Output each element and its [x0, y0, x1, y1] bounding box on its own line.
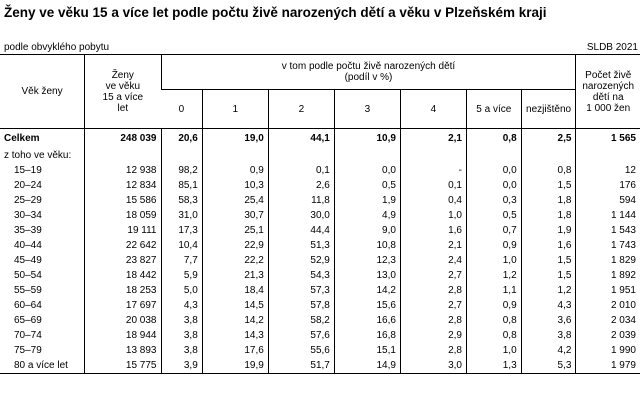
table-cell: 594: [576, 193, 640, 208]
empty-cell: [521, 149, 576, 163]
table-cell: 57,6: [268, 328, 334, 343]
empty-cell: [202, 149, 268, 163]
table-cell: 4,3: [161, 298, 202, 313]
table-cell: 0,8: [466, 313, 521, 328]
table-cell: 2,1: [400, 129, 466, 150]
row-label: 50–54: [14, 270, 42, 281]
row-label: 25–29: [14, 195, 42, 206]
table-cell: 5,0: [161, 283, 202, 298]
table-cell: 2,5: [521, 129, 576, 150]
header-children-2: 2: [268, 90, 334, 129]
table-cell: 7,7: [161, 253, 202, 268]
table-cell: 51,3: [268, 238, 334, 253]
table-cell: 17,6: [202, 343, 268, 358]
table-cell: 98,2: [161, 163, 202, 178]
subgroup-note-row: [0, 149, 640, 163]
table-cell: 0,8: [466, 129, 521, 150]
table-cell: 15,1: [334, 343, 400, 358]
table-cell: 9,0: [334, 223, 400, 238]
table-row: [0, 358, 640, 374]
table-cell: 17,3: [161, 223, 202, 238]
table-cell: 20 038: [85, 313, 161, 328]
table-cell: 12: [576, 163, 640, 178]
table-cell: 1 892: [576, 268, 640, 283]
table-cell: 51,7: [268, 358, 334, 374]
table-cell: 22,2: [202, 253, 268, 268]
table-cell: 2,9: [400, 328, 466, 343]
table-cell: 52,9: [268, 253, 334, 268]
table-cell: 10,3: [202, 178, 268, 193]
table-cell: 0,0: [466, 163, 521, 178]
table-cell: 1,0: [466, 343, 521, 358]
row-label: 40–44: [14, 240, 42, 251]
table-cell: 1,8: [521, 193, 576, 208]
table-cell: 0,0: [466, 178, 521, 193]
header-children-3: 3: [334, 90, 400, 129]
row-label: 70–74: [14, 330, 42, 341]
table-cell: 19,0: [202, 129, 268, 150]
table-cell: 1,0: [400, 208, 466, 223]
table-cell: 1,2: [466, 268, 521, 283]
table-cell: 248 039: [85, 129, 161, 150]
row-label: 60–64: [14, 300, 42, 311]
row-label: 65–69: [14, 315, 42, 326]
table-cell: 1,3: [466, 358, 521, 374]
table-cell: 55,6: [268, 343, 334, 358]
table-cell: 11,8: [268, 193, 334, 208]
table-cell: 1 951: [576, 283, 640, 298]
table-cell: 0,1: [268, 163, 334, 178]
table-cell: 3,9: [161, 358, 202, 374]
row-label: 75–79: [14, 345, 42, 356]
table-cell: 0,9: [466, 238, 521, 253]
total-row: [0, 129, 640, 150]
table-cell: 25,1: [202, 223, 268, 238]
table-row: [0, 193, 640, 208]
table-cell: 18,4: [202, 283, 268, 298]
table-cell: 0,8: [521, 163, 576, 178]
table-row: [0, 298, 640, 313]
row-label: 30–34: [14, 210, 42, 221]
table-cell: 0,1: [400, 178, 466, 193]
empty-cell: [334, 149, 400, 163]
table-cell: 16,8: [334, 328, 400, 343]
table-cell: 54,3: [268, 268, 334, 283]
table-cell: 30,0: [268, 208, 334, 223]
empty-cell: [161, 149, 202, 163]
row-label: 35–39: [14, 225, 42, 236]
table-cell: 1 743: [576, 238, 640, 253]
row-label: 45–49: [14, 255, 42, 266]
table-cell: 0,7: [466, 223, 521, 238]
empty-cell: [576, 149, 640, 163]
table-cell: 5,9: [161, 268, 202, 283]
table-cell: 31,0: [161, 208, 202, 223]
table-cell: 14,2: [334, 283, 400, 298]
table-cell: 57,3: [268, 283, 334, 298]
table-cell: 10,8: [334, 238, 400, 253]
table-cell: 18 442: [85, 268, 161, 283]
table-cell: 20,6: [161, 129, 202, 150]
header-women-count: Ženy ve věku 15 a více let: [85, 55, 161, 129]
table-cell: 176: [576, 178, 640, 193]
table-cell: 0,3: [466, 193, 521, 208]
table-row: [0, 238, 640, 253]
table-cell: 85,1: [161, 178, 202, 193]
table-cell: 16,6: [334, 313, 400, 328]
table-cell: 10,4: [161, 238, 202, 253]
table-cell: 4,3: [521, 298, 576, 313]
table-cell: 3,6: [521, 313, 576, 328]
table-cell: 0,9: [202, 163, 268, 178]
table-cell: 0,5: [466, 208, 521, 223]
table-row: [0, 313, 640, 328]
table-cell: 2 010: [576, 298, 640, 313]
table-cell: 58,2: [268, 313, 334, 328]
women-by-children-table: [0, 54, 640, 374]
table-cell: 1,5: [521, 253, 576, 268]
table-cell: 15 775: [85, 358, 161, 374]
table-cell: 3,8: [161, 313, 202, 328]
table-cell: 3,8: [161, 328, 202, 343]
table-cell: 17 697: [85, 298, 161, 313]
table-row: [0, 253, 640, 268]
table-cell: 10,9: [334, 129, 400, 150]
subgroup-note: z toho ve věku:: [4, 150, 72, 161]
header-children-group: v tom podle počtu živě narozených dětí (podíl v %): [161, 55, 576, 90]
table-cell: 58,3: [161, 193, 202, 208]
table-cell: 15 586: [85, 193, 161, 208]
table-cell: 1 543: [576, 223, 640, 238]
table-cell: 2,1: [400, 238, 466, 253]
empty-cell: [466, 149, 521, 163]
table-cell: 1,9: [334, 193, 400, 208]
table-cell: 4,9: [334, 208, 400, 223]
residence-basis-note: podle obvyklého pobytu: [4, 42, 110, 53]
table-cell: 14,9: [334, 358, 400, 374]
table-cell: 2,4: [400, 253, 466, 268]
table-row: [0, 268, 640, 283]
empty-cell: [268, 149, 334, 163]
table-cell: 3,0: [400, 358, 466, 374]
table-cell: 4,2: [521, 343, 576, 358]
table-cell: 19 111: [85, 223, 161, 238]
table-cell: 1,1: [466, 283, 521, 298]
census-source-label: SLDB 2021: [586, 42, 638, 53]
table-cell: 3,8: [521, 328, 576, 343]
table-cell: 2,8: [400, 343, 466, 358]
table-cell: 14,3: [202, 328, 268, 343]
table-cell: 0,4: [400, 193, 466, 208]
table-cell: 18 059: [85, 208, 161, 223]
table-cell: 18 253: [85, 283, 161, 298]
table-cell: 0,8: [466, 328, 521, 343]
table-cell: 30,7: [202, 208, 268, 223]
header-children-5-a-více: 5 a více: [466, 90, 521, 129]
header-row-top: [0, 55, 640, 90]
table-cell: 1,8: [521, 208, 576, 223]
empty-cell: [400, 149, 466, 163]
table-cell: 1 990: [576, 343, 640, 358]
table-cell: 1 829: [576, 253, 640, 268]
table-cell: 2 039: [576, 328, 640, 343]
table-cell: 25,4: [202, 193, 268, 208]
table-cell: 1,6: [400, 223, 466, 238]
table-cell: 12,3: [334, 253, 400, 268]
table-row: [0, 283, 640, 298]
table-cell: 1 979: [576, 358, 640, 374]
table-cell: 12 938: [85, 163, 161, 178]
table-cell: 15,6: [334, 298, 400, 313]
header-children-nezjištěno: nezjištěno: [521, 90, 576, 129]
header-children-1: 1: [202, 90, 268, 129]
table-cell: 2,7: [400, 268, 466, 283]
table-cell: 12 834: [85, 178, 161, 193]
table-cell: 21,3: [202, 268, 268, 283]
table-cell: 57,8: [268, 298, 334, 313]
table-cell: 0,0: [334, 163, 400, 178]
table-cell: 1,6: [521, 238, 576, 253]
table-cell: 3,8: [161, 343, 202, 358]
table-cell: 1,0: [466, 253, 521, 268]
table-cell: 2,8: [400, 313, 466, 328]
table-cell: 1,9: [521, 223, 576, 238]
table-cell: 13 893: [85, 343, 161, 358]
table-cell: 2,6: [268, 178, 334, 193]
table-cell: 18 944: [85, 328, 161, 343]
table-cell: 23 827: [85, 253, 161, 268]
row-label: 55–59: [14, 285, 42, 296]
table-title: Ženy ve věku 15 a více let podle počtu živě narozených dětí a věku v Plzeňském kraji: [4, 5, 547, 20]
row-label: 80 a více let: [0, 358, 85, 374]
table-cell: -: [400, 163, 466, 178]
table-cell: 5,3: [521, 358, 576, 374]
row-label: 20–24: [14, 180, 42, 191]
table-cell: 0,9: [466, 298, 521, 313]
table-cell: 22 642: [85, 238, 161, 253]
table-cell: 2,8: [400, 283, 466, 298]
header-age: Věk ženy: [0, 55, 85, 129]
table-row: [0, 163, 640, 178]
table-row: [0, 328, 640, 343]
table-cell: 44,4: [268, 223, 334, 238]
table-cell: 0,5: [334, 178, 400, 193]
table-row: [0, 343, 640, 358]
table-cell: 2 034: [576, 313, 640, 328]
table-cell: 14,5: [202, 298, 268, 313]
row-label: Celkem: [4, 133, 40, 144]
table-cell: 14,2: [202, 313, 268, 328]
table-cell: 22,9: [202, 238, 268, 253]
table-cell: 1,5: [521, 268, 576, 283]
table-cell: 1 565: [576, 129, 640, 150]
table-row: [0, 178, 640, 193]
header-births-per-1000: Počet živě narozených dětí na 1 000 žen: [576, 55, 640, 129]
table-row: [0, 223, 640, 238]
header-children-0: 0: [161, 90, 202, 129]
header-children-4: 4: [400, 90, 466, 129]
table-cell: 19,9: [202, 358, 268, 374]
table-cell: 1 144: [576, 208, 640, 223]
empty-cell: [85, 149, 161, 163]
table-cell: 1,2: [521, 283, 576, 298]
table-cell: 44,1: [268, 129, 334, 150]
row-label: 15–19: [14, 165, 42, 176]
table-cell: 13,0: [334, 268, 400, 283]
table-cell: 1,5: [521, 178, 576, 193]
table-cell: 2,7: [400, 298, 466, 313]
table-row: [0, 208, 640, 223]
